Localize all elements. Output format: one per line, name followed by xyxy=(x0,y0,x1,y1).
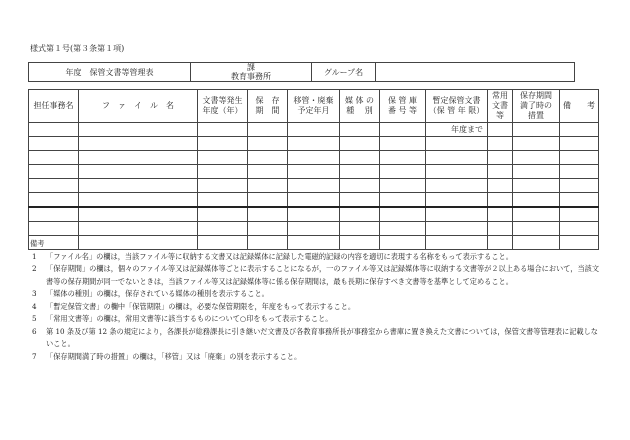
header-table xyxy=(28,62,575,82)
note-item: 7 「保存期間満了時の措置」の欄は，「移管」又は「廃棄」の別を表示すること。 xyxy=(32,351,302,361)
note-item: 1 「ファイル名」の欄は，当該ファイル等に収納する文書又は記録媒体に記録した電磁的記録の内容を適切に表現する名称をもって表示すること。 xyxy=(32,251,513,261)
col-file-name: フ ァ イ ル 名 xyxy=(79,90,198,123)
col-provisional: 暫定保管文書 （保 管 年 限） xyxy=(426,90,488,123)
header-office xyxy=(191,63,312,82)
col-regular: 常用 文書 等 xyxy=(488,90,513,123)
col-retention: 保 存 期 間 xyxy=(248,90,288,123)
table-row xyxy=(29,207,599,222)
note-item: 5 「常用文書等」の欄は，常用文書等に該当するものについて○印をもって表示すること。 xyxy=(32,314,333,323)
table-row xyxy=(29,151,599,165)
office-line-1: 課 xyxy=(247,63,255,72)
column-header-row xyxy=(29,90,599,123)
col-remarks: 備 考 xyxy=(560,90,599,123)
note-item: 2 「保存期間」の欄は，個々のファイル等又は記録媒体等ごとに表示することになるが，一のファイル等又は記録媒体等に収納する文書等が２以上ある場合において，当該文書等の保存期間が同一でないときは，当該ファイル等又は記録媒体等に係る保存期間は，最も長期に保存すべき文書等を基準として定めること。 xyxy=(32,264,600,286)
note-item: 3 「媒体の種別」の欄は，保存されている媒体の種別を表示すること。 xyxy=(32,289,269,298)
col-tantou: 担任事務名 xyxy=(29,90,79,123)
table-row xyxy=(29,165,599,179)
col-year: 文書等発生 年度（年） xyxy=(198,90,248,123)
table-row xyxy=(29,193,599,208)
table-row xyxy=(29,179,599,193)
records-table xyxy=(28,89,599,250)
note-item: 6 第 10 条及び第 12 条の規定により，各課長が総務課長に引き継いだ文書及び各教育事務所長が事務室から書庫に置き換えた文書については，保管文書等管理表に記載しないこと。 xyxy=(32,326,598,348)
header-group-value xyxy=(376,63,575,82)
table-row xyxy=(29,222,599,236)
col-expiry-action: 保存期間 満了時の 措置 xyxy=(513,90,560,123)
col-storage-no: 保 管 庫 番 号 等 xyxy=(380,90,426,123)
table-row xyxy=(29,137,599,151)
office-line-2: 教育事務所 xyxy=(231,72,271,81)
notes-section xyxy=(30,238,600,363)
notes-heading: 備考 xyxy=(30,239,45,248)
col-media-type: 媒 体 の 種 別 xyxy=(340,90,380,123)
header-group-label: グループ名 xyxy=(312,63,376,82)
header-title: 年度 保管文書等管理表 xyxy=(29,63,191,82)
note-item: 4 「暫定保管文書」の欄中「保管期限」の欄は，必要な保管期限を，年度をもって表示すること。 xyxy=(32,301,356,311)
form-number: 様式第１号(第３条第１項) xyxy=(30,44,125,53)
col-transfer-date: 移管・廃棄 予定年月 xyxy=(288,90,340,123)
year-suffix: 年度まで xyxy=(426,123,488,137)
table-row xyxy=(29,123,599,137)
